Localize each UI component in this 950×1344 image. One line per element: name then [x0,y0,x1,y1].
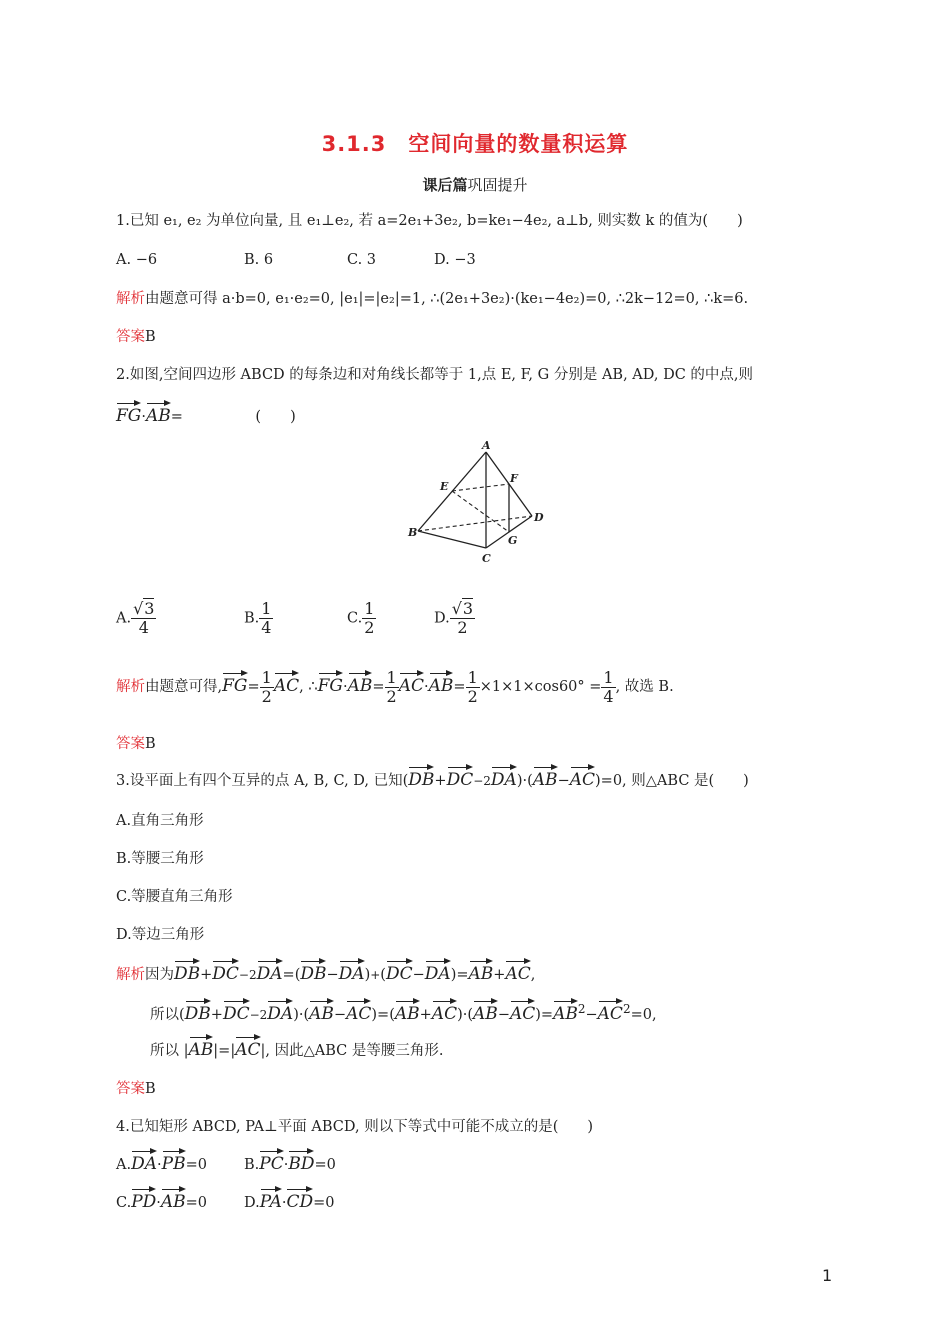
section-subtitle [0,174,950,195]
fraction-half: $\frac{1}{2}$ [261,667,272,706]
q2-option-a [116,600,156,637]
denominator: 4 [261,618,272,637]
option-label: D. [434,610,450,627]
label-d: D [534,511,544,524]
q3-answer-value: B [145,1081,156,1097]
vector-fg: FG [116,402,141,426]
q3-option-b: B.等腰三角形 [116,851,204,867]
label-c: C [482,552,491,565]
option-label: B. [244,610,260,627]
vector-pc: PC [259,1150,283,1174]
fraction-quarter: $\frac{1}{4}$ [603,667,614,706]
denominator: 2 [457,618,468,637]
q1-stem: 1.已知 e₁, e₂ 为单位向量, 且 e₁⊥e₂, 若 a=2e₁+3e₂, b=ke₁−4e₂, a⊥b, 则实数 k 的值为( ) [116,213,743,229]
vector-ac: AC [570,766,595,790]
q3-answer [116,1078,156,1100]
l1-prefix: 因为 [145,967,174,983]
option-rhs: =0 [185,1157,207,1173]
numerator: 3 [144,599,155,618]
vector-ab: AB [189,1036,214,1060]
edge-bc [418,531,486,548]
vector-pd: PD [131,1188,156,1212]
vector-da: DA [339,960,365,984]
q1-answer [116,326,156,348]
fraction-half: $\frac{1}{2}$ [467,667,478,706]
vector-fg: FG [318,672,343,696]
option-label: C. [116,1195,132,1211]
vector-da: DA [491,766,517,790]
vector-da: DA [425,960,451,984]
vector-da: DA [267,1000,293,1024]
fraction-half: $\frac{1}{2}$ [386,667,397,706]
q3-analysis-line-2: 所以$(DB+DC-2DA)\cdot(AB-AC)=(AB+AC)\cdot(AB-AC)=AB^2-AC^2=0$, [150,998,657,1026]
option-rhs: =0 [313,1195,335,1211]
vector-ab: AB [309,1000,334,1024]
fraction: $\frac{√3}{4}$ [133,599,155,637]
vector-pb: PB [162,1150,186,1174]
answer-label: 答案 [116,1081,145,1097]
vector-ac: AC [598,1000,623,1024]
vector-dc: DC [386,960,413,984]
q2-analysis: 解析由题意可得,FG= $\frac{1}{2}$ AC, ∴FG·AB= $\frac{1}{2}$ AC·AB= $\frac{1}{2}$ ×1×1×cos60° = $\frac{1}{4}$ , 故选 B. [116,667,674,706]
tetrahedron-figure [400,436,560,566]
q2-answer [116,733,156,755]
vector-ac: AC [235,1036,260,1060]
option-rhs: =0 [314,1157,336,1173]
denominator: 2 [364,618,375,637]
q4-option-b: B.PC·BD=0 [244,1150,336,1174]
q2-option-d [434,600,475,637]
vector-ab: AB [395,1000,420,1024]
analysis-mid: ×1×1×cos60° = [479,679,602,695]
option-label: A. [116,1157,132,1173]
subtitle-bold: 课后篇 [422,176,468,194]
vector-ac: AC [274,672,299,696]
numerator: 3 [462,599,474,618]
numerator: 1 [364,599,375,618]
analysis-label: 解析 [116,291,145,307]
vector-da: DA [131,1150,157,1174]
option-label: B. [244,1157,260,1173]
label-f: F [510,472,518,485]
q2-option-c [347,600,376,637]
analysis-label: 解析 [116,679,145,695]
q4-option-a: A.DA·PB=0 [116,1150,207,1174]
q4-stem: 4.已知矩形 ABCD, PA⊥平面 ABCD, 则以下等式中可能不成立的是( ) [116,1119,594,1135]
q1-option-c: C. 3 [347,252,377,268]
vector-ac: AC [505,960,530,984]
option-label: A. [116,610,132,627]
q1-analysis-text: 由题意可得 a·b=0, e₁·e₂=0, |e₁|=|e₂|=1, ∴(2e₁+3e₂)·(ke₁−4e₂)=0, ∴2k−12=0, ∴k=6. [145,291,749,307]
option-label: D. [244,1195,260,1211]
vector-ab: AB [161,1188,186,1212]
q3-option-a: A.直角三角形 [116,813,204,829]
q3-stem: 3.设平面上有四个互异的点 A, B, C, D, 已知(DB+DC−2DA)·(AB−AC)=0, 则△ABC 是( ) [116,766,749,792]
q3-analysis-line-3: 所以 |AB|=|AC|, 因此△ABC 是等腰三角形. [150,1036,443,1062]
l3-suffix: |, 因此△ABC 是等腰三角形. [260,1043,444,1059]
q1-option-b: B. 6 [244,252,274,268]
vector-ab: AB [146,402,171,426]
vector-dc: DC [447,766,474,790]
segment-ef-hidden [452,484,509,491]
vector-ac: AC [432,1000,457,1024]
q1-option-d: D. −3 [434,252,476,268]
page-number: 1 [822,1266,833,1285]
subtitle-rest: 巩固提升 [467,176,528,194]
vector-pa: PA [260,1188,282,1212]
vector-db: DB [408,766,434,790]
fraction [362,600,376,637]
vector-da: DA [257,960,283,984]
option-rhs: =0 [185,1195,208,1211]
vector-ab: AB [469,960,494,984]
vector-ab: AB [429,672,454,696]
label-a: A [482,439,491,452]
q2-stem: 2.如图,空间四边形 ABCD 的每条边和对角线长都等于 1,点 E, F, G 分别是 AB, AD, DC 的中点,则 [116,367,754,383]
q4-option-c: C.PD·AB=0 [116,1188,207,1212]
vector-ab: AB [553,1000,578,1024]
denominator: 4 [138,618,149,637]
fraction [259,600,273,637]
q2-answer-value: B [145,736,156,752]
fraction: $\frac{√3}{2}$ [451,599,474,637]
answer-label: 答案 [116,329,145,345]
q3-stem-prefix: 3.设平面上有四个互异的点 A, B, C, D, 已知( [116,773,409,789]
q2-expression: FG·AB= ( ) [116,402,296,428]
vector-cd: CD [286,1188,313,1212]
vector-bd: BD [288,1150,314,1174]
vector-ac: AC [510,1000,535,1024]
q3-stem-suffix: )=0, 则△ABC 是( ) [595,773,749,789]
q1-analysis [116,288,748,310]
label-b: B [408,526,418,539]
vector-db: DB [185,1000,211,1024]
vector-fg: FG [222,672,247,696]
analysis-end: , 故选 B. [615,679,674,695]
q4-option-d: D.PA·CD=0 [244,1188,335,1212]
l3-prefix: 所以 | [150,1043,189,1059]
label-e: E [440,480,449,493]
l2-prefix: 所以( [150,1006,185,1023]
vector-ac: AC [346,1000,371,1024]
label-g: G [508,534,518,547]
vector-ab: AB [533,766,558,790]
analysis-label: 解析 [116,967,145,983]
edge-bd-hidden [418,516,532,531]
page-title: 3.1.3 空间向量的数量积运算 [321,132,629,156]
q1-option-a: A. −6 [116,252,158,268]
q2-option-b [244,600,273,637]
vector-ab: AB [348,672,373,696]
vector-db: DB [174,960,200,984]
vector-ab: AB [473,1000,498,1024]
vector-dc: DC [212,960,239,984]
analysis-prefix: 由题意可得, [145,679,223,695]
q3-option-c: C.等腰直角三角形 [116,889,233,905]
q1-answer-value: B [145,329,156,345]
vector-db: DB [300,960,326,984]
answer-label: 答案 [116,736,145,752]
vector-ac: AC [399,672,424,696]
q3-analysis-line-1: 解析因为DB+DC−2DA=(DB−DA)+(DC−DA)=AB+AC, [116,960,535,986]
vector-dc: DC [223,1000,250,1024]
q2-blank: = ( ) [170,409,296,425]
numerator: 1 [261,599,272,618]
option-label: C. [347,610,363,627]
q3-option-d: D.等边三角形 [116,927,205,943]
